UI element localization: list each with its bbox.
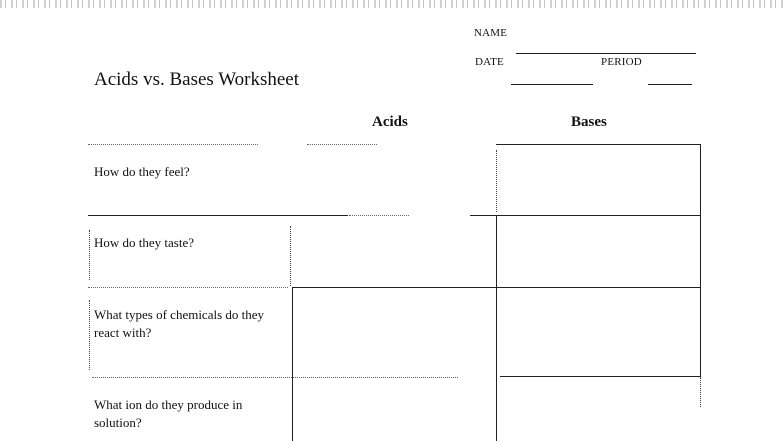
answer-feel-acids[interactable] — [294, 146, 494, 214]
period-label: PERIOD — [601, 56, 642, 68]
date-label: DATE — [475, 56, 504, 68]
question-col-divider — [292, 287, 293, 441]
answer-ion-bases[interactable] — [498, 379, 698, 439]
name-field-line[interactable] — [516, 53, 696, 54]
row-divider-1-right — [470, 215, 701, 216]
row-divider-1-dotted — [349, 215, 409, 216]
row-divider-3-mid — [292, 377, 458, 378]
question-ion: What ion do they produce in solution? — [94, 397, 243, 430]
scan-noise-strip — [0, 0, 784, 8]
answer-taste-bases[interactable] — [498, 217, 698, 285]
page-title: Acids vs. Bases Worksheet — [94, 69, 299, 90]
answer-react-bases[interactable] — [498, 289, 698, 375]
acids-bases-divider-dotted — [496, 150, 497, 212]
table-right-edge-dotted — [700, 377, 701, 407]
table-top-line-mid — [307, 144, 377, 145]
row-divider-2-left — [88, 287, 288, 288]
row-divider-1-left — [88, 215, 348, 216]
answer-ion-acids[interactable] — [294, 379, 494, 439]
row-divider-3-right — [500, 376, 701, 377]
answer-feel-bases[interactable] — [498, 146, 698, 214]
question-left-edge-dotted-2 — [89, 300, 90, 370]
table-top-line-right — [496, 144, 701, 145]
table-right-edge — [700, 144, 701, 377]
question-react: What types of chemicals do they react with? — [94, 307, 265, 340]
table-top-line-left — [88, 144, 258, 145]
answer-react-acids[interactable] — [294, 289, 494, 375]
question-taste: How do they taste? — [94, 235, 195, 250]
question-left-edge-dotted — [89, 230, 90, 280]
column-header-bases: Bases — [571, 114, 607, 130]
period-field-line[interactable] — [648, 84, 692, 85]
answer-taste-acids[interactable] — [294, 217, 494, 285]
column-header-acids: Acids — [372, 114, 408, 130]
date-field-line[interactable] — [511, 84, 593, 85]
question-feel: How do they feel? — [94, 164, 190, 179]
acids-bases-divider — [496, 215, 497, 441]
name-label: NAME — [474, 27, 508, 39]
question-col-divider-dotted — [290, 226, 291, 286]
row-divider-3-left — [92, 377, 292, 378]
